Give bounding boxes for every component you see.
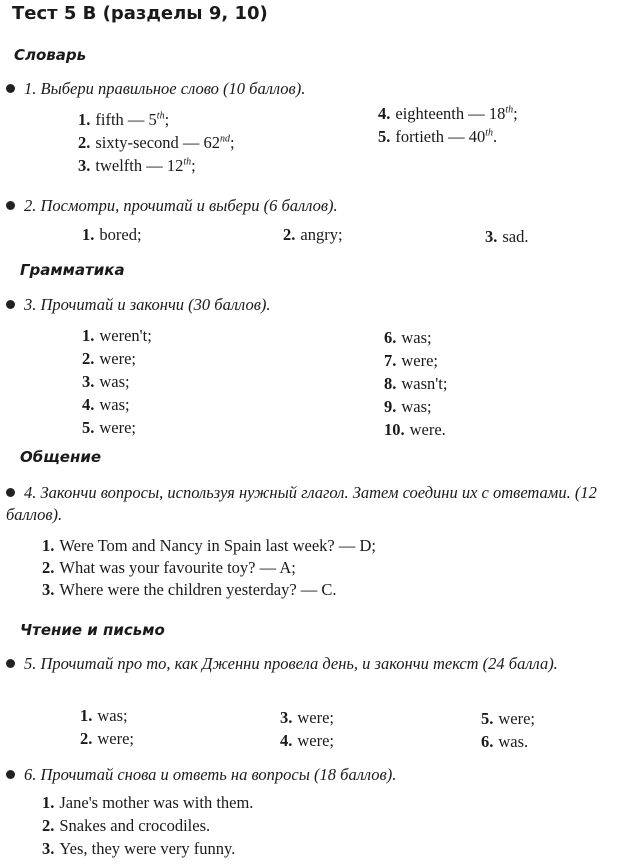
task-4-answer-3: 3. Where were the children yesterday? — C. — [42, 580, 337, 599]
task-1-answer-2: 2. sixty-second — 62nd; — [78, 133, 235, 152]
task-3-answer-4: 4. was; — [82, 395, 130, 414]
task-2-answer-1: 1. bored; — [82, 225, 142, 244]
section-heading-vocabulary: Словарь — [14, 46, 87, 64]
task-6-instruction: 6. Прочитай снова и ответь на вопросы (18 баллов). — [6, 764, 396, 786]
task-6-answer-1: 1. Jane's mother was with them. — [42, 793, 254, 812]
task-5-answer-2: 2. were; — [80, 729, 135, 748]
task-3-answer-3: 3. was; — [82, 372, 130, 391]
task-3-answer-5: 5. were; — [82, 418, 137, 437]
task-6-answer-2: 2. Snakes and crocodiles. — [42, 816, 211, 835]
task-5-answer-1: 1. was; — [80, 706, 128, 725]
task-5-answer-5: 5. were; — [481, 709, 536, 728]
task-5-answer-3: 3. were; — [280, 708, 335, 727]
bullet-icon — [6, 84, 15, 93]
task-1-instruction: 1. Выбери правильное слово (10 баллов). — [6, 78, 305, 100]
task-3-answer-7: 7. were; — [384, 351, 439, 370]
task-2-answer-3: 3. sad. — [485, 227, 529, 246]
task-4-answer-2: 2. What was your favourite toy? — A; — [42, 558, 296, 577]
task-4-instruction: 4. Закончи вопросы, используя нужный глагол. Затем соедини их с ответами. (12 баллов). — [6, 483, 597, 524]
task-1-answer-1: 1. fifth — 5th; — [78, 110, 170, 129]
task-2-instruction: 2. Посмотри, прочитай и выбери (6 баллов). — [6, 195, 338, 217]
section-heading-reading-writing: Чтение и письмо — [20, 621, 165, 639]
section-heading-communication: Общение — [20, 448, 102, 466]
bullet-icon — [6, 201, 15, 210]
task-3-answer-8: 8. wasn't; — [384, 374, 448, 393]
task-5-instruction: 5. Прочитай про то, как Дженни провела день, и закончи текст (24 балла). — [6, 653, 614, 675]
bullet-icon — [6, 770, 15, 779]
task-3-answer-9: 9. was; — [384, 397, 432, 416]
bullet-icon — [6, 659, 15, 668]
task-5-answer-4: 4. were; — [280, 731, 335, 750]
page-title: Тест 5 B (разделы 9, 10) — [12, 3, 268, 24]
task-3-answer-6: 6. was; — [384, 328, 432, 347]
task-5-answer-6: 6. was. — [481, 732, 529, 751]
task-3-answer-1: 1. weren't; — [82, 326, 152, 345]
section-heading-grammar: Грамматика — [20, 261, 125, 279]
task-6-answer-3: 3. Yes, they were very funny. — [42, 839, 236, 858]
task-3-answer-2: 2. were; — [82, 349, 137, 368]
task-1-answer-4: 4. eighteenth — 18th; — [378, 104, 518, 123]
task-3-answer-10: 10. were. — [384, 420, 446, 439]
task-1-answer-5: 5. fortieth — 40th. — [378, 127, 498, 146]
task-3-instruction: 3. Прочитай и закончи (30 баллов). — [6, 294, 270, 316]
task-2-answer-2: 2. angry; — [283, 225, 343, 244]
task-1-answer-3: 3. twelfth — 12th; — [78, 156, 196, 175]
bullet-icon — [6, 488, 15, 497]
bullet-icon — [6, 300, 15, 309]
task-4-answer-1: 1. Were Tom and Nancy in Spain last week? — D; — [42, 536, 376, 555]
